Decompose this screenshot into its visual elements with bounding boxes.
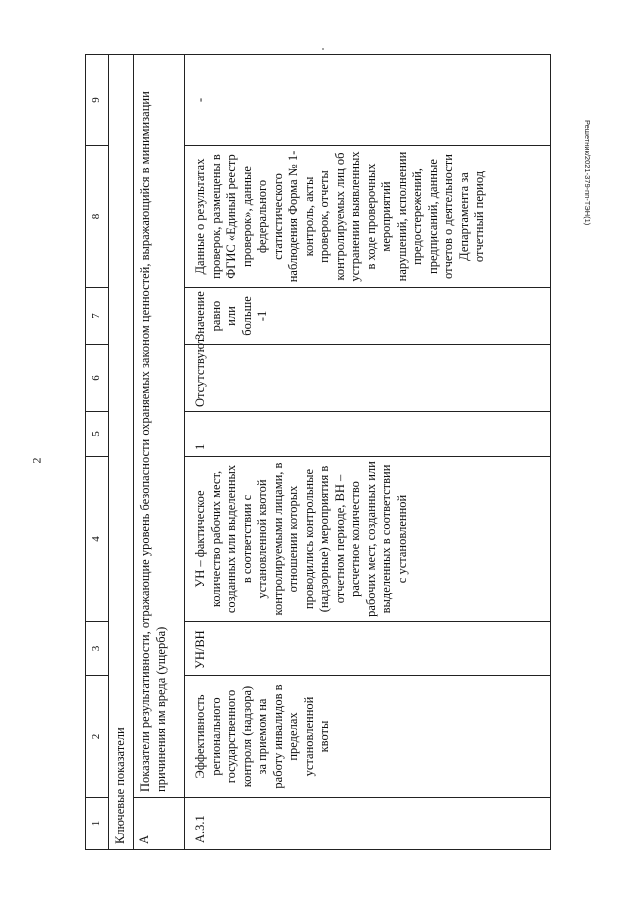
column-number: 3: [86, 622, 109, 676]
group-code: А: [134, 798, 185, 850]
indicator-formula: УН/ВН: [185, 622, 551, 676]
column-number: 9: [86, 55, 109, 146]
scan-speck: [322, 48, 324, 50]
column-number: 7: [86, 288, 109, 345]
group-row: [134, 55, 185, 850]
indicators-table: [85, 54, 551, 850]
column-number: 8: [86, 146, 109, 288]
column-number: 4: [86, 457, 109, 622]
rotated-table-container: [85, 55, 551, 850]
page-number: 2: [29, 457, 44, 464]
document-reference: Решетник/2021-379-пп-ТЭН(1): [583, 120, 592, 226]
section-row: [109, 55, 134, 850]
indicator-name: Эффективность регионального государственного контроля (надзора) за приемом на работу инвалидов в пределах установленной квоты: [185, 676, 551, 798]
indicator-note: -: [185, 55, 551, 146]
indicator-source: Данные о результатах проверок, размещены в ФГИС «Единый реестр проверок», данные федерального статистического наблюдения Форма № 1-контроль, акты проверок, отчеты контролируемых лиц об устранении выявленных в ходе проверочных мероприятий нарушений, исполнении предостережений, предписаний, данные отчетов о деятельности Департамента за отчетный период: [185, 146, 551, 288]
column-number: 1: [86, 798, 109, 850]
indicator-definition: УН – фактическое количество рабочих мест, созданных или выделенных в соответствии с установленной квотой контролируемыми лицами, в отношении которых проводились контрольные (надзорные) мероприятия в отчетном периоде, ВН – расчетное количество рабочих мест, созданных или выделенных в соответствии с установленной: [185, 457, 551, 622]
column-number: 2: [86, 676, 109, 798]
column-number: 6: [86, 345, 109, 412]
column-number: 5: [86, 412, 109, 457]
section-title: Ключевые показатели: [109, 55, 134, 850]
indicator-target-condition: Значение равно или больше -1: [185, 288, 551, 345]
group-description: Показатели результативности, отражающие уровень безопасности охраняемых законом ценностей, выражающийся в минимизации причинения им вреда (ущерба): [134, 55, 185, 798]
indicator-target: 1: [185, 412, 551, 457]
indicator-current: Отсутствуют: [185, 345, 551, 412]
column-number-row: [86, 55, 109, 850]
indicator-id: А.3.1: [185, 798, 551, 850]
indicator-row: [185, 55, 551, 850]
